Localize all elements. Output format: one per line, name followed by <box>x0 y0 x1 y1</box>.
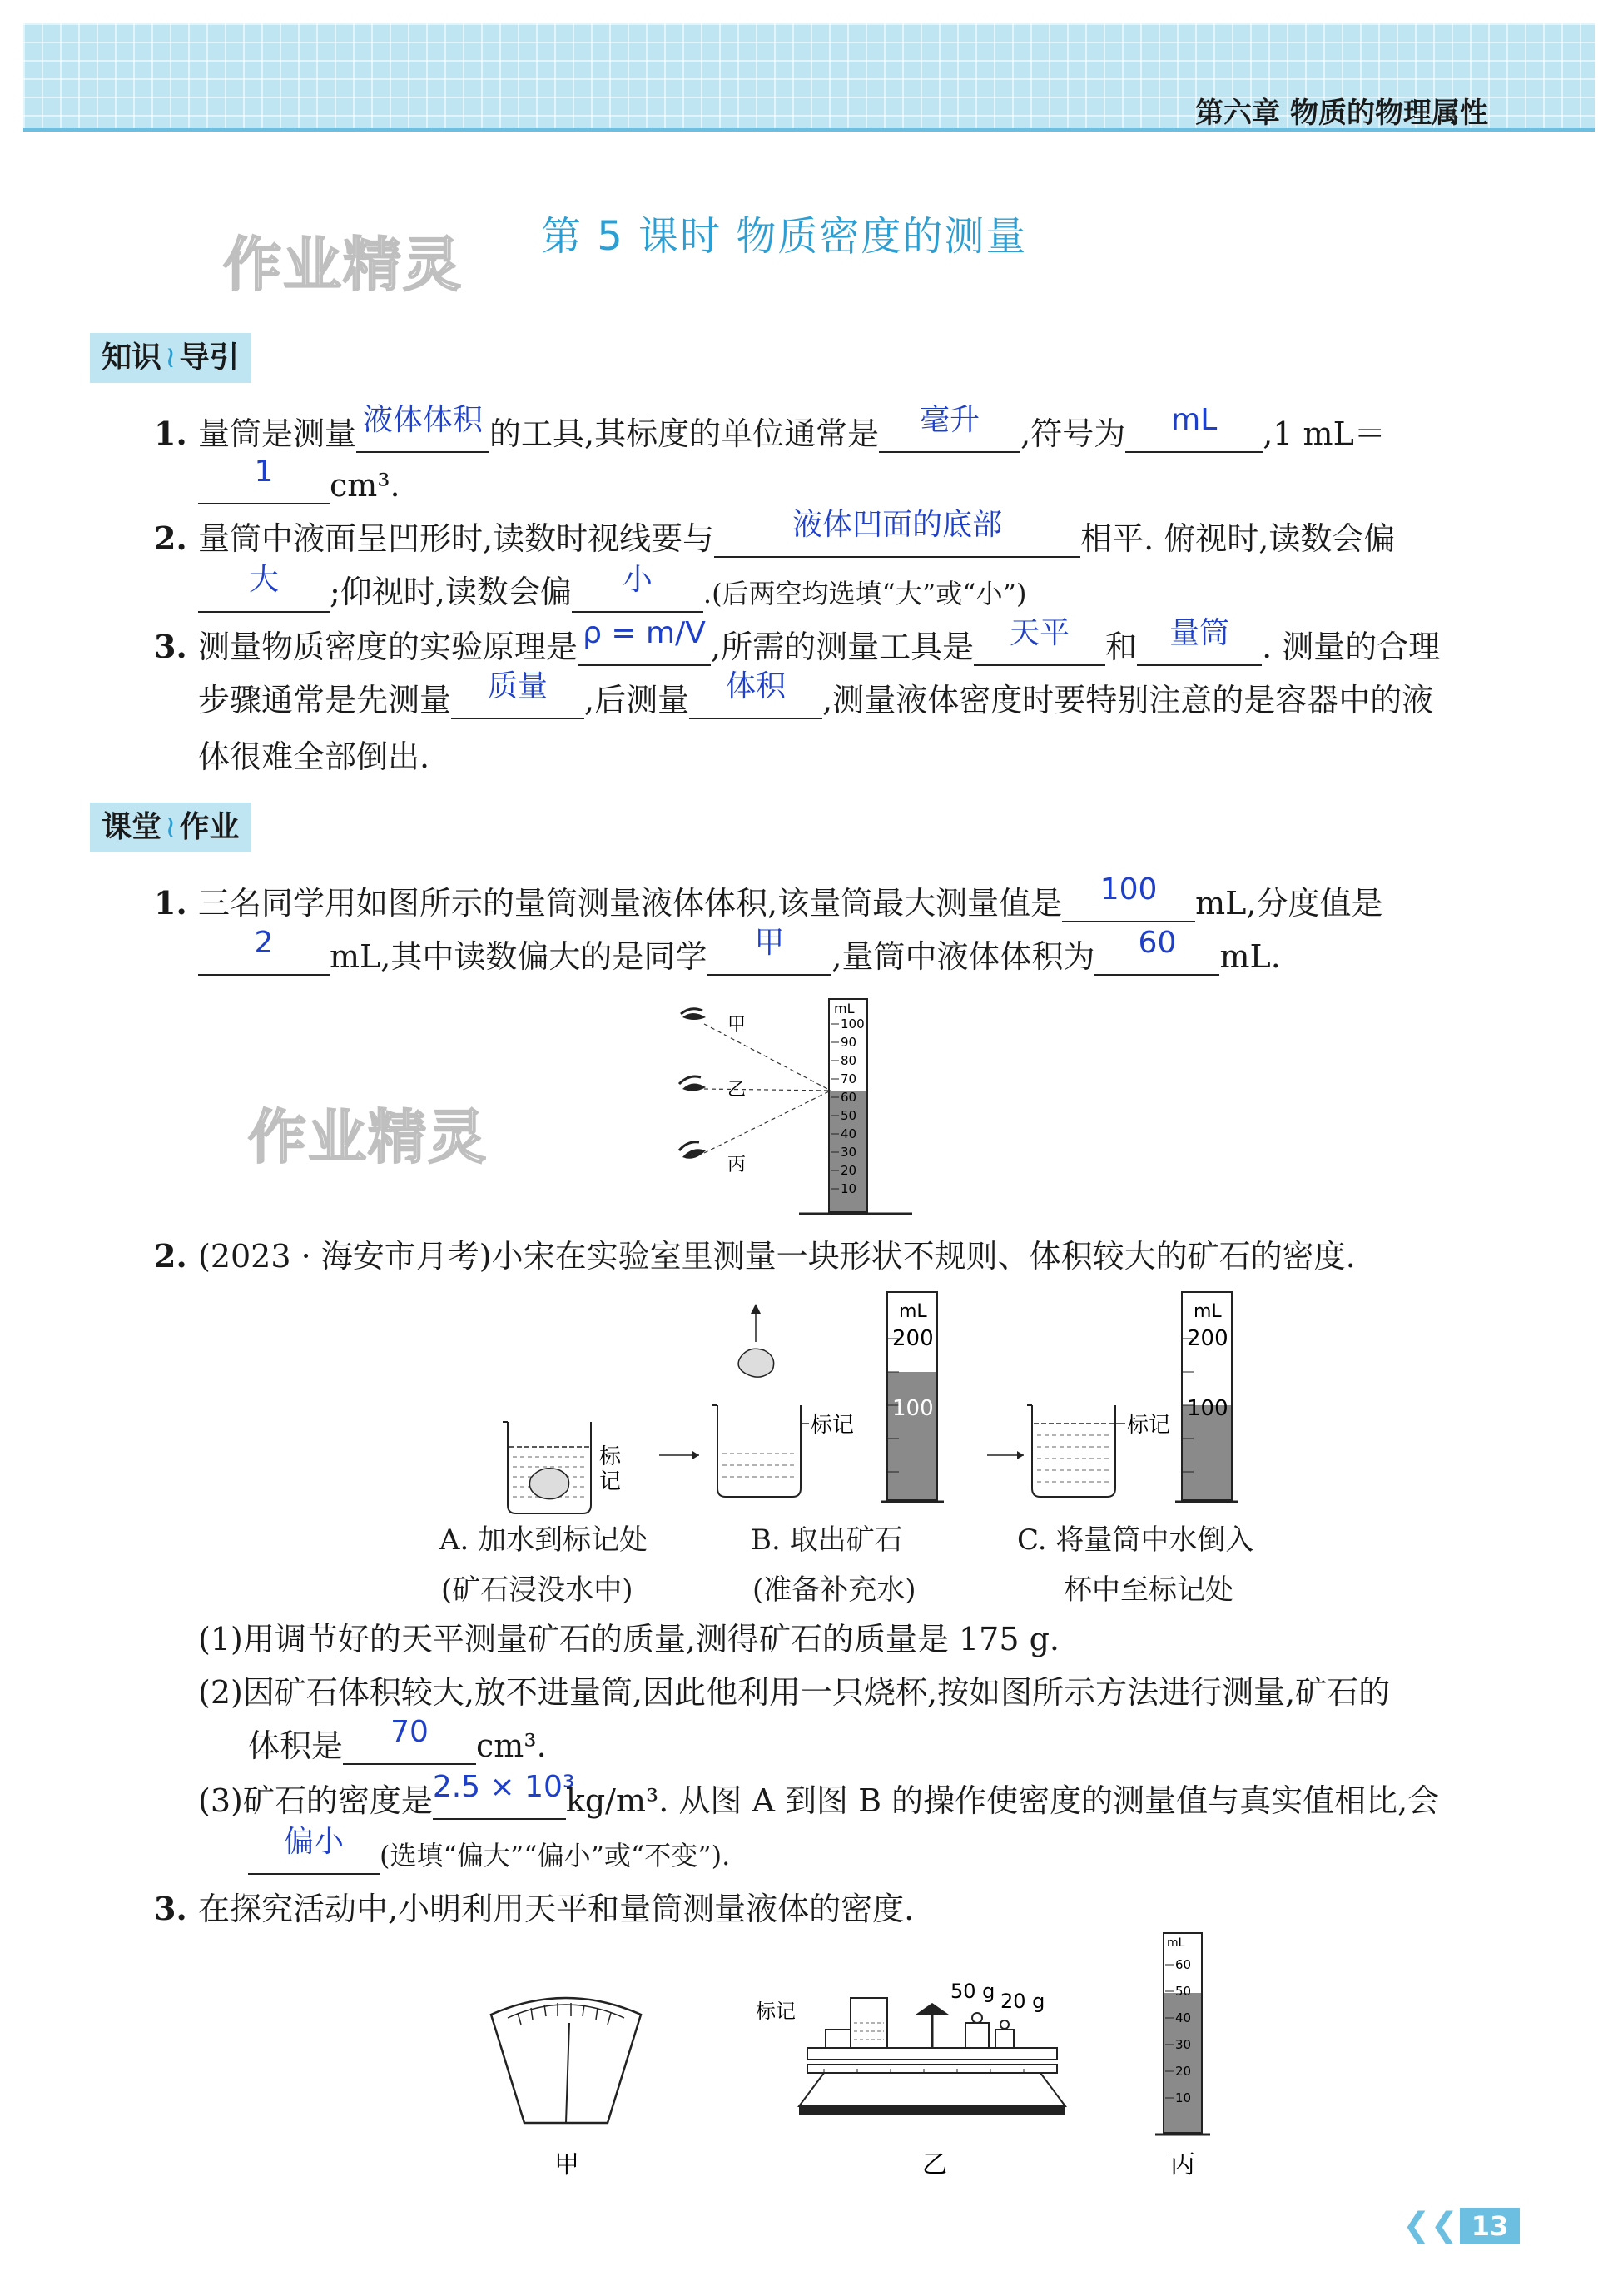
c2-answer2: 2.5 × 10³ <box>432 1770 575 1804</box>
k3-blank2 <box>974 616 1105 666</box>
k3-blank5 <box>689 669 822 719</box>
section-class-a: 课堂 <box>102 810 162 844</box>
c3-tick-label: 40 <box>1175 2010 1192 2025</box>
balance-dial <box>491 1998 641 2123</box>
weight-label-20g: 20 g <box>1000 1990 1045 2013</box>
weight-50g <box>965 2023 989 2048</box>
c1-number: 1. <box>154 884 187 922</box>
c1-tick-label: 40 <box>841 1126 857 1141</box>
c3-tick-label: 10 <box>1175 2090 1192 2105</box>
k2-blank3 <box>572 563 703 613</box>
mark-label-a-1: 标 <box>599 1444 622 1469</box>
sight-line-yi <box>704 1089 831 1091</box>
mark-label-a-2: 记 <box>599 1469 622 1494</box>
section-class-b: 作业 <box>179 810 240 844</box>
k1-t4: ,1 mL＝ <box>1263 415 1386 452</box>
k1-answer1: 液体体积 <box>363 403 484 437</box>
beaker-c <box>1027 1405 1125 1497</box>
c3-number: 3. <box>154 1890 187 1927</box>
c2-answer1: 70 <box>390 1715 429 1749</box>
k3-t6: ,后测量 <box>584 682 690 718</box>
c3-intro: 在探究活动中,小明利用天平和量筒测量液体的密度. <box>198 1891 915 1927</box>
k2-line1 <box>198 508 1396 558</box>
k3-answer1: ρ = m/V <box>583 616 706 650</box>
fig-label-jia: 甲 <box>554 2150 579 2179</box>
k1-t5: cm³. <box>330 467 400 504</box>
c1-tick-label: 50 <box>841 1108 857 1123</box>
c2-blank3 <box>248 1825 380 1875</box>
lift-arrow-head <box>751 1304 761 1314</box>
c2-s1: (1)用调节好的天平测量矿石的质量,测得矿石的质量是 175 g. <box>198 1621 1060 1657</box>
c1-tick-label: 90 <box>841 1035 857 1050</box>
section-classwork <box>90 803 251 852</box>
cyl1-unit: mL <box>899 1301 927 1322</box>
k3-line2 <box>198 669 1434 719</box>
c1-blank3 <box>707 926 831 976</box>
k3-blank1 <box>578 616 711 666</box>
cyl2-unit: mL <box>1194 1301 1222 1322</box>
k2-line2 <box>198 563 1027 613</box>
k1-blank2 <box>879 403 1020 453</box>
k1-blank4 <box>198 455 330 504</box>
k3-t5: 步骤通常是先测量 <box>198 682 452 718</box>
c2-s2c: cm³. <box>476 1727 547 1764</box>
beaker-b <box>712 1304 809 1497</box>
mark-label-c: 标记 <box>1127 1413 1171 1438</box>
weight-20g <box>995 2030 1014 2048</box>
c2-s3a: (3)矿石的密度是 <box>198 1782 433 1819</box>
k2-t4: .(后两空均选填“大”或“小”) <box>702 578 1027 609</box>
caption-b1: B. 取出矿石 <box>751 1523 903 1557</box>
k1-blank1 <box>356 403 489 453</box>
k1-t1: 量筒是测量 <box>198 415 357 452</box>
c1-tick-label: 100 <box>841 1016 865 1031</box>
caption-a1: A. 加水到标记处 <box>439 1523 648 1557</box>
mark-label-b: 标记 <box>811 1413 855 1438</box>
caption-c2: 杯中至标记处 <box>1064 1573 1233 1607</box>
c1-blank4 <box>1094 926 1219 976</box>
c2-blank1 <box>343 1715 476 1765</box>
c2-figure <box>491 1290 1282 1540</box>
k1-line1 <box>198 403 1386 453</box>
rock-icon <box>529 1469 568 1499</box>
sight-line-jia <box>704 1024 831 1091</box>
cyl-unit: mL <box>1167 1936 1185 1950</box>
k3-t1: 测量物质密度的实验原理是 <box>198 629 578 665</box>
eye-icon <box>679 1076 706 1091</box>
k1-t2: 的工具,其标度的单位通常是 <box>489 415 880 452</box>
c2-s3c: (选填“偏大”“偏小”或“不变”). <box>380 1840 731 1871</box>
c3-tick-label: 20 <box>1175 2064 1192 2079</box>
cyl1-200: 200 <box>892 1326 934 1351</box>
c1-t4: ,量筒中液体体积为 <box>831 938 1095 975</box>
k3-answer2: 天平 <box>1010 616 1070 650</box>
c1-answer3: 甲 <box>754 926 785 960</box>
c1-answer2: 2 <box>254 926 274 960</box>
balance-scale <box>799 1998 1065 2115</box>
c3-tick-label: 60 <box>1175 1957 1192 1972</box>
c1-line2 <box>198 926 1281 976</box>
section-knowledge-b: 导引 <box>179 340 240 375</box>
k1-number: 1. <box>154 415 187 452</box>
c1-tick-label: 70 <box>841 1071 857 1086</box>
fig-label-bing: 丙 <box>1170 2150 1195 2179</box>
c1-figure-cylinder <box>666 991 965 1224</box>
k3-line3: 体很难全部倒出. <box>198 738 430 775</box>
c1-tick-label: 30 <box>841 1145 857 1160</box>
c3-figure <box>466 1931 1265 2181</box>
mark-label-scale: 标记 <box>756 2000 796 2023</box>
k1-answer3: mL <box>1171 403 1218 437</box>
cyl1-100: 100 <box>892 1396 934 1421</box>
section-knowledge-a: 知识 <box>102 340 162 375</box>
c1-t3: mL,其中读数偏大的是同学 <box>330 938 707 975</box>
c2-s2b: 体积是 <box>248 1727 344 1764</box>
wave-icon: ≀ <box>165 810 176 844</box>
k1-blank3 <box>1125 403 1263 453</box>
rock-icon <box>738 1349 774 1377</box>
k3-number: 3. <box>154 628 187 665</box>
cyl2-100: 100 <box>1187 1396 1228 1421</box>
caption-c1: C. 将量筒中水倒入 <box>1017 1523 1254 1557</box>
chapter-title: 第六章 物质的物理属性 <box>1195 97 1488 130</box>
k2-number: 2. <box>154 519 187 557</box>
k2-blank2 <box>198 563 330 613</box>
c1-tick-label: 20 <box>841 1163 857 1178</box>
c1-t2: mL,分度值是 <box>1195 885 1383 922</box>
watermark-top: 作业精灵 <box>223 231 463 299</box>
student-yi-label: 乙 <box>727 1080 747 1101</box>
arrow-ab-head <box>692 1451 699 1459</box>
page-arrow-icon: ❮❮ <box>1402 2206 1458 2244</box>
k2-t1: 量筒中液面呈凹形时,读数时视线要与 <box>198 520 715 557</box>
c1-blank2 <box>198 926 330 976</box>
c3-tick-label: 50 <box>1175 1984 1192 1999</box>
fig-label-yi: 乙 <box>922 2150 947 2179</box>
arrow-bc-head <box>1017 1451 1024 1459</box>
sight-line-bing <box>704 1091 831 1153</box>
weight-label-50g: 50 g <box>950 1980 995 2003</box>
k2-t2: 相平. 俯视时,读数会偏 <box>1080 520 1396 557</box>
k1-line2 <box>198 455 400 504</box>
k3-answer4: 质量 <box>488 669 548 703</box>
c1-line1 <box>198 872 1383 922</box>
beaker-a <box>503 1422 591 1513</box>
k3-blank4 <box>451 669 584 719</box>
k2-t3: ;仰视时,读数会偏 <box>330 574 572 610</box>
c2-s2a: (2)因矿石体积较大,放不进量筒,因此他利用一只烧杯,按如图所示方法进行测量,矿石的 <box>198 1674 1391 1711</box>
c1-t1: 三名同学用如图所示的量筒测量液体体积,该量筒最大测量值是 <box>198 885 1063 922</box>
eye-icon <box>681 1009 706 1020</box>
k3-answer5: 体积 <box>726 669 787 703</box>
k3-t2: ,所需的测量工具是 <box>711 629 975 665</box>
c2-blank2 <box>432 1770 575 1820</box>
k3-t3: 和 <box>1105 629 1138 665</box>
c2-s3c-line <box>248 1825 731 1875</box>
c1-tick-label: 60 <box>841 1090 857 1105</box>
k3-t4: . 测量的合理 <box>1262 629 1441 665</box>
c1-answer1: 100 <box>1099 872 1158 907</box>
k3-blank3 <box>1137 616 1262 666</box>
k1-answer4: 1 <box>254 455 274 489</box>
eye-icon <box>679 1142 706 1159</box>
k3-t7: ,测量液体密度时要特别注意的是容器中的液 <box>822 682 1434 718</box>
c2-number: 2. <box>154 1237 187 1275</box>
k3-answer3: 量筒 <box>1169 616 1230 650</box>
c1-tick-label: 10 <box>841 1181 857 1196</box>
caption-b2: (准备补充水) <box>752 1573 916 1607</box>
k2-answer3: 小 <box>622 563 653 597</box>
c1-answer4: 60 <box>1138 926 1177 960</box>
cyl2-200: 200 <box>1187 1326 1228 1351</box>
c2-s3-line <box>198 1770 1440 1820</box>
c1-t5: mL. <box>1219 938 1281 975</box>
c2-s3b: kg/m³. 从图 A 到图 B 的操作使密度的测量值与真实值相比,会 <box>565 1782 1440 1819</box>
k3-line1 <box>198 616 1441 666</box>
page-number: 13 <box>1460 2208 1520 2244</box>
caption-a2: (矿石浸没水中) <box>441 1573 633 1607</box>
watermark-middle: 作业精灵 <box>248 1103 488 1171</box>
k2-answer1: 液体凹面的底部 <box>792 508 1003 542</box>
lesson-title: 第 5 课时 物质密度的测量 <box>541 213 1028 260</box>
student-jia-label: 甲 <box>727 1015 747 1036</box>
section-knowledge <box>90 333 251 383</box>
c1-blank1 <box>1062 872 1195 922</box>
k2-answer2: 大 <box>248 563 279 597</box>
wave-icon: ≀ <box>165 340 176 375</box>
student-bing-label: 丙 <box>727 1155 747 1175</box>
c2-intro: (2023 · 海安市月考)小宋在实验室里测量一块形状不规则、体积较大的矿石的密度. <box>198 1238 1356 1275</box>
c2-s2-line <box>248 1715 547 1765</box>
k1-answer2: 毫升 <box>920 403 980 437</box>
c3-tick-label: 30 <box>1175 2037 1192 2052</box>
k2-blank1 <box>714 508 1080 558</box>
c2-answer3: 偏小 <box>283 1825 344 1859</box>
c1-tick-label: 80 <box>841 1053 857 1068</box>
cylinder-unit: mL <box>834 1001 855 1016</box>
k1-t3: ,符号为 <box>1020 415 1126 452</box>
